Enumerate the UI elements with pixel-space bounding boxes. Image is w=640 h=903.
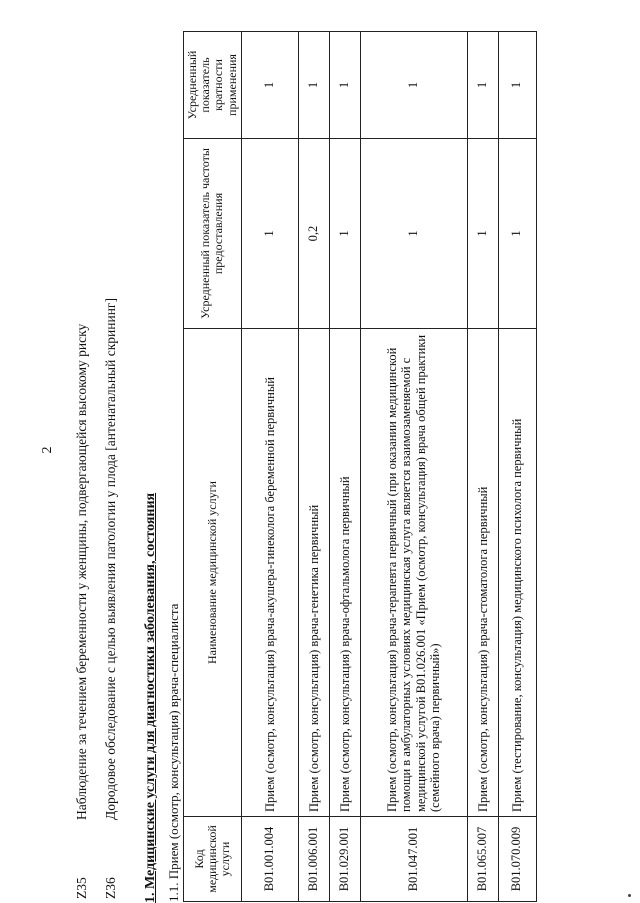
service-name: Прием (осмотр, консультация) врача-стоматолога первичный [467,329,498,817]
header-code: Код медицинской услуги [184,817,242,902]
service-frequency: 0,2 [298,139,329,329]
service-frequency: 1 [329,139,360,329]
service-frequency: 1 [498,139,536,329]
service-multiplicity: 1 [298,32,329,139]
table-row [241,32,298,902]
service-multiplicity: 1 [241,32,298,139]
service-name: Прием (тестирование, консультация) медицинского психолога первичный [498,329,536,817]
service-name: Прием (осмотр, консультация) врача-генетика первичный [298,329,329,817]
service-code: B01.065.007 [467,817,498,902]
service-name: Прием (осмотр, консультация) врача-акушера-гинеколога беременной первичный [241,329,298,817]
service-frequency: 1 [467,139,498,329]
diagnosis-code: Z36 [103,877,118,899]
header-multiplicity: Усредненный показатель кратности применения [184,32,242,139]
diagnosis-text: Наблюдение за течением беременности у женщины, подвергающейся высокому риску [74,323,89,820]
service-frequency: 1 [360,139,467,329]
service-multiplicity: 1 [467,32,498,139]
header-name: Наименование медицинской услуги [184,329,242,817]
scan-speck [628,894,631,897]
service-multiplicity: 1 [498,32,536,139]
service-frequency: 1 [241,139,298,329]
service-code: B01.001.004 [241,817,298,902]
service-name: Прием (осмотр, консультация) врача-офтальмолога первичный [329,329,360,817]
services-table [183,31,537,902]
section-title: 1. Медицинские услуги для диагностики заболевания, состояния [143,492,158,903]
service-code: B01.029.001 [329,817,360,902]
header-frequency: Усредненный показатель частоты предоставления [184,139,242,329]
service-multiplicity: 1 [360,32,467,139]
diagnosis-text: Дородовое обследование с целью выявления патологии у плода [антенатальный скрининг] [103,298,118,820]
table-row [329,32,360,902]
table-row [298,32,329,902]
service-code: B01.070.009 [498,817,536,902]
table-header-row [184,32,242,902]
service-multiplicity: 1 [329,32,360,139]
table-row [360,32,467,902]
subsection-title: 1.1. Прием (осмотр, консультация) врача-специалиста [166,603,181,902]
page-number: 2 [40,446,55,454]
service-name: Прием (осмотр, консультация) врача-терапевта первичный (при оказании медицинской помощи в амбулаторных условиях медицинская услуга является взаимозаменяемой с медицинской услугой B01.026.001 «Прием (осмотр, консультация) врача общей практики (семейного врача) первичный») [360,329,467,817]
service-code: B01.047.001 [360,817,467,902]
service-code: B01.006.001 [298,817,329,902]
diagnosis-code: Z35 [74,877,89,899]
table-row [498,32,536,902]
table-row [467,32,498,902]
